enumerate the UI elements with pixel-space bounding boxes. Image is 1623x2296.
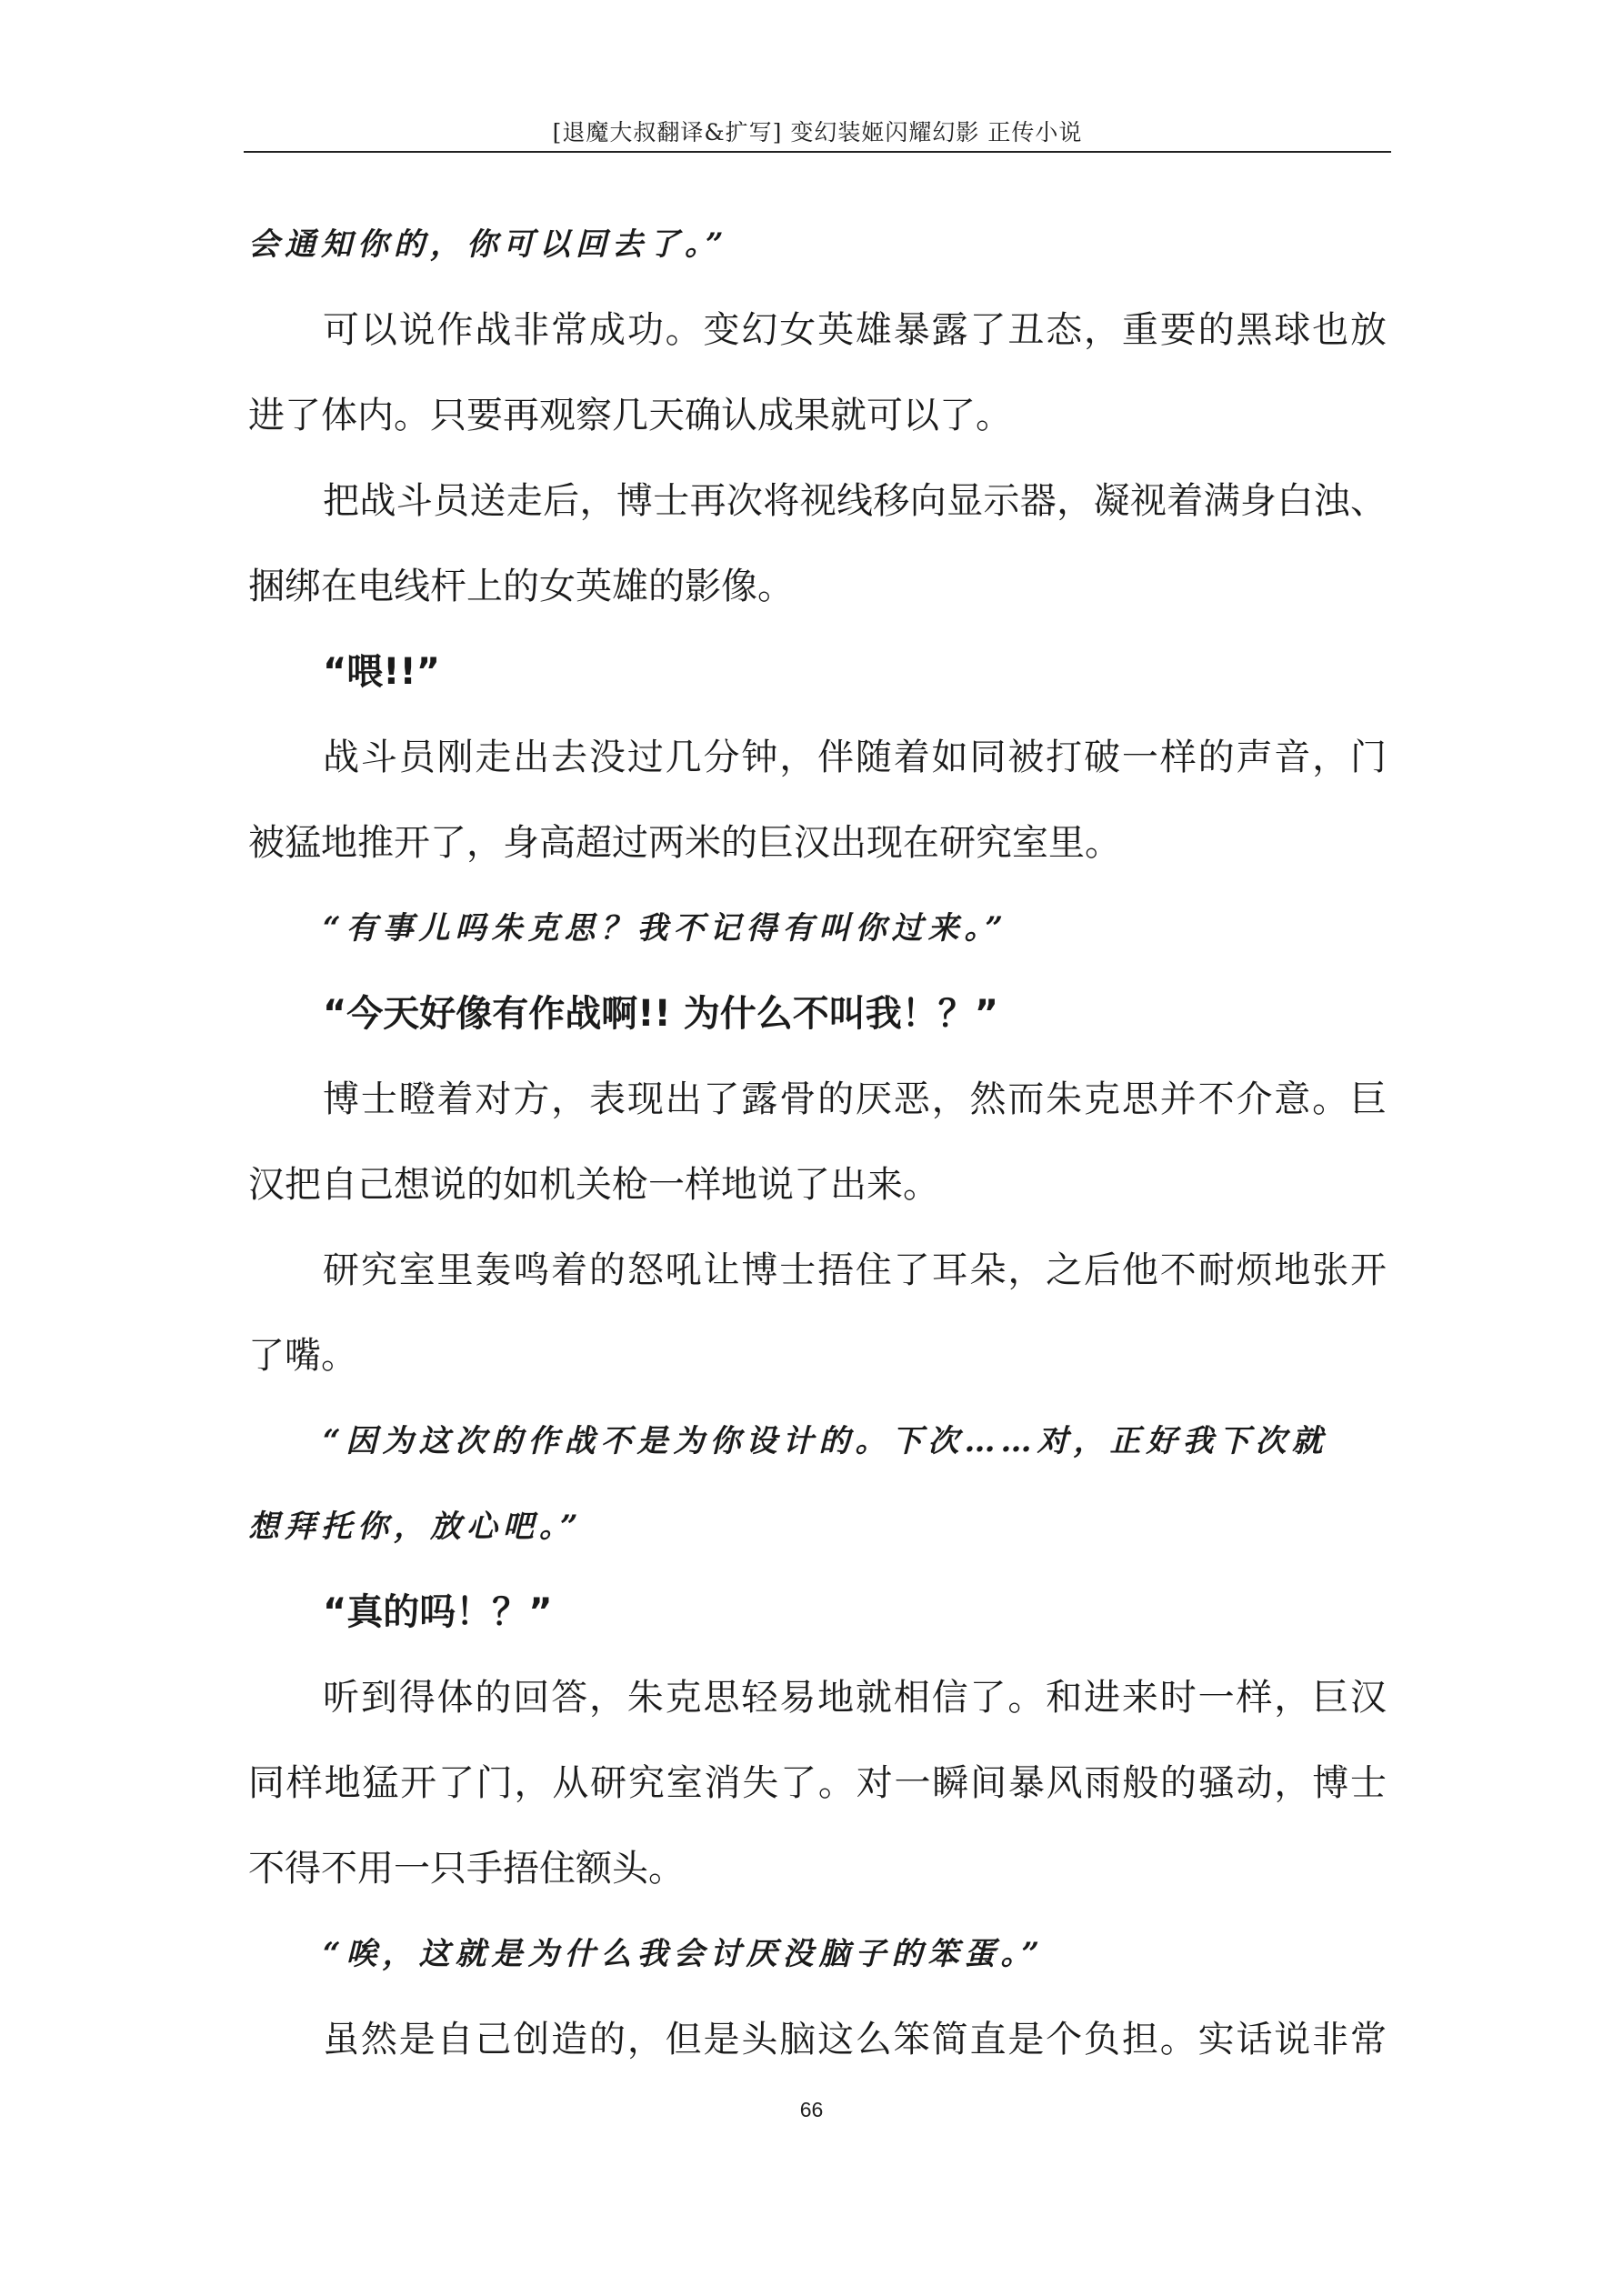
dialogue-line: “唉，这就是为什么我会讨厌没脑子的笨蛋。” (323, 1936, 1046, 1972)
narration-line: 同样地猛开了门，从研究室消失了。对一瞬间暴风雨般的骚动，博士 (248, 1762, 1387, 1804)
narration-line: 了嘴。 (248, 1335, 357, 1377)
running-header: [退魔大叔翻译&扩写] 变幻装姬闪耀幻影 正传小说 (552, 119, 1083, 145)
narration-line: 汉把自己想说的如机关枪一样地说了出来。 (248, 1164, 939, 1206)
dialogue-line: “因为这次的作战不是为你设计的。下次……对，正好我下次就 (323, 1423, 1328, 1459)
narration-line: 听到得体的回答，朱克思轻易地就相信了。和进来时一样，巨汉 (323, 1677, 1387, 1719)
dialogue-line-continuation: 想拜托你，放心吧。” (248, 1509, 584, 1545)
narration-line: 捆绑在电线杆上的女英雄的影像。 (248, 566, 794, 607)
page-body (248, 202, 1387, 2082)
narration-line: 不得不用一只手捂住额头。 (248, 1848, 685, 1890)
page-number: 66 (799, 2098, 824, 2121)
narration-line: 战斗员刚走出去没过几分钟，伴随着如同被打破一样的声音，门 (323, 737, 1387, 778)
dialogue-line: “喂!!” (323, 651, 441, 693)
narration-line: 研究室里轰鸣着的怒吼让博士捂住了耳朵，之后他不耐烦地张开 (323, 1249, 1387, 1291)
narration-line: 进了体内。只要再观察几天确认成果就可以了。 (248, 395, 1012, 436)
dialogue-line-continuation: 会通知你的，你可以回去了。” (248, 226, 729, 263)
narration-line: 可以说作战非常成功。变幻女英雄暴露了丑态，重要的黑球也放 (323, 309, 1387, 351)
narration-line: 虽然是自己创造的，但是头脑这么笨简直是个负担。实话说非常 (323, 2019, 1387, 2060)
narration-line: 被猛地推开了，身高超过两米的巨汉出现在研究室里。 (248, 822, 1121, 864)
narration-line: 把战斗员送走后，博士再次将视线移向显示器，凝视着满身白浊、 (323, 480, 1387, 522)
header-rule (244, 151, 1391, 153)
dialogue-line: “有事儿吗朱克思？我不记得有叫你过来。” (323, 910, 1009, 947)
dialogue-line: “今天好像有作战啊!! 为什么不叫我！？” (323, 993, 998, 1035)
narration-line: 博士瞪着对方，表现出了露骨的厌恶，然而朱克思并不介意。巨 (323, 1078, 1387, 1120)
dialogue-line: “真的吗！？” (323, 1591, 553, 1633)
